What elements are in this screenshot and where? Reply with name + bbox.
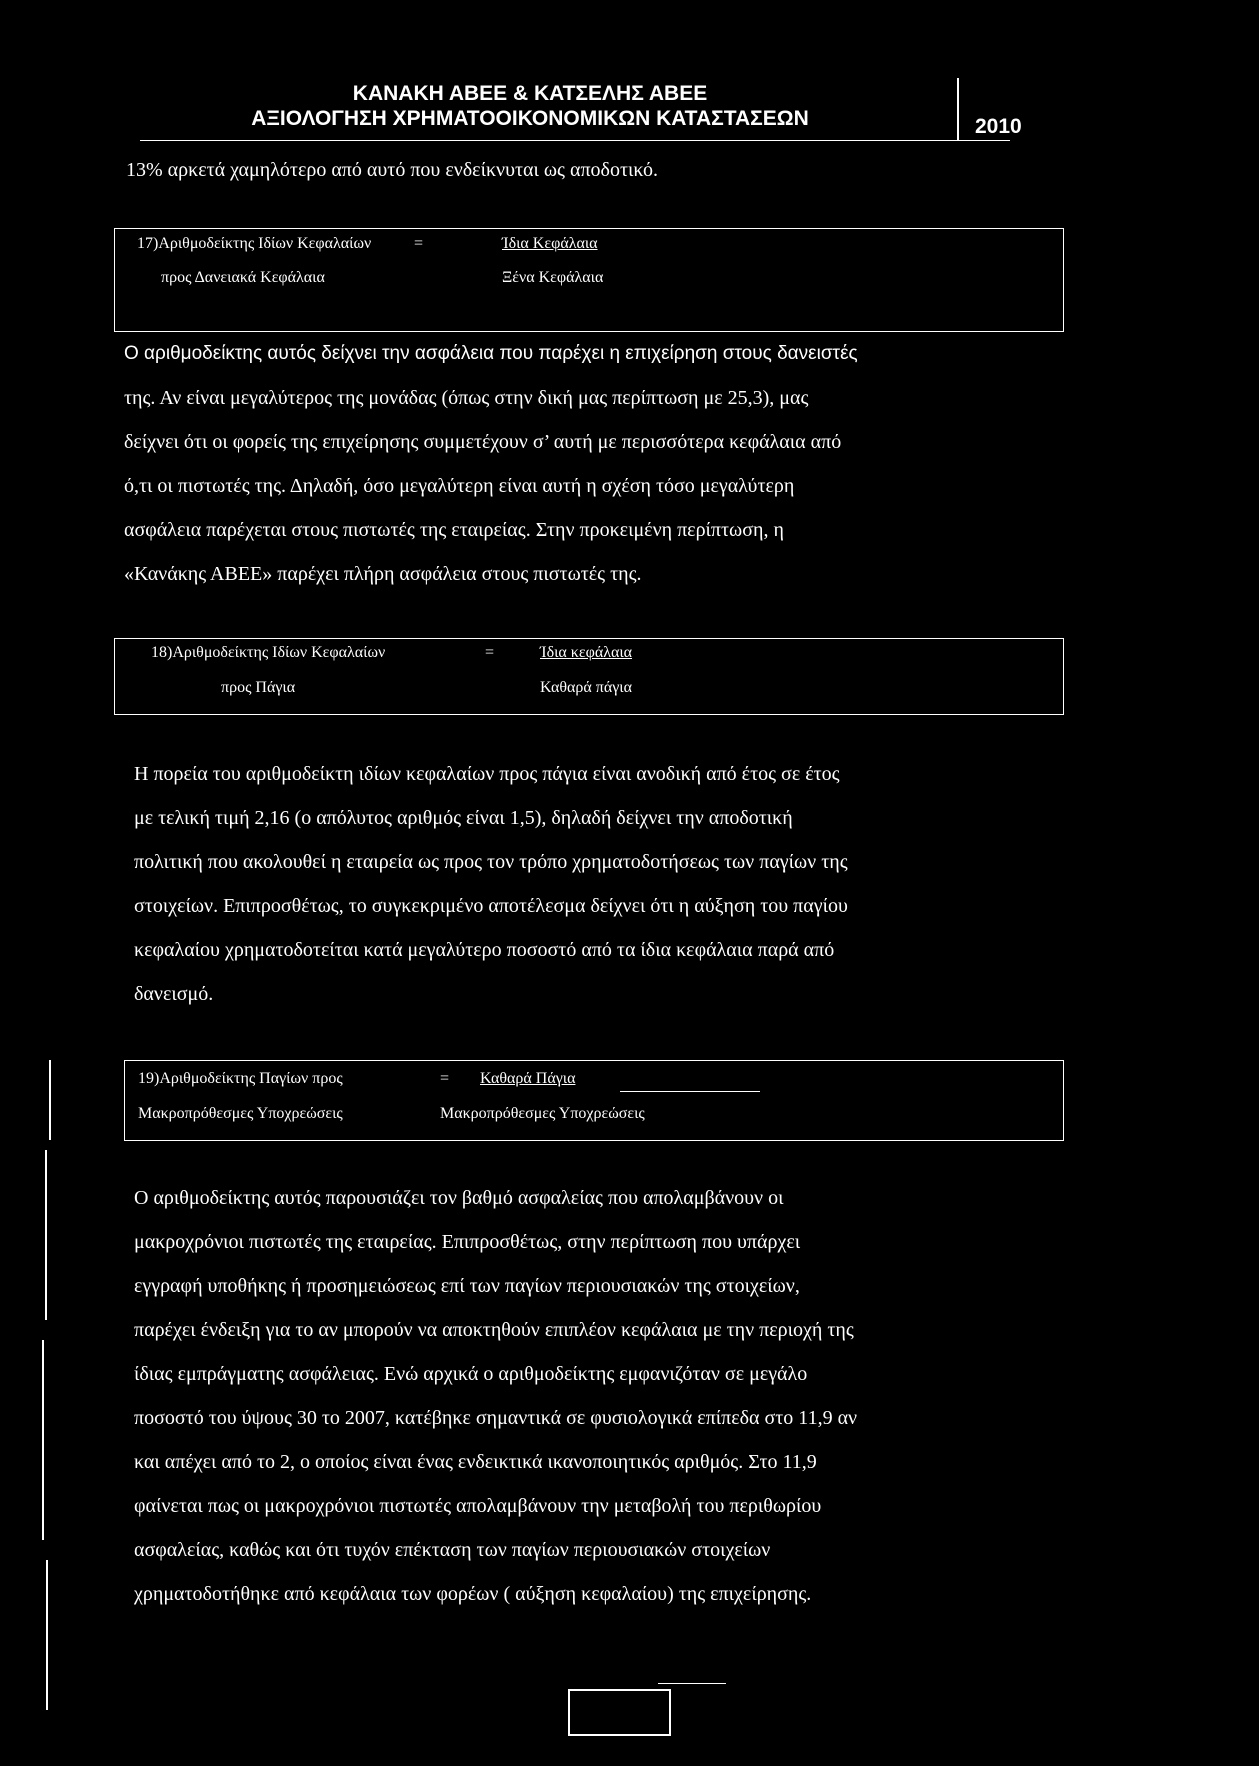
paragraph-line: κεφαλαίου χρηματοδοτείται κατά μεγαλύτερο ποσοστό από τα ίδια κεφάλαια παρά από: [134, 939, 835, 961]
ratio-17-equals: =: [414, 235, 424, 252]
paragraph-line: ασφάλεια παρέχεται στους πιστωτές της εταιρείας. Στην προκειμένη περίπτωση, η: [124, 519, 784, 541]
paragraph-line: εγγραφή υποθήκης ή προσημειώσεως επί των παγίων περιουσιακών της στοιχείων,: [134, 1275, 800, 1297]
ratio-18-name-line1: 18)Αριθμοδείκτης Ιδίων Κεφαλαίων: [151, 644, 386, 661]
page-number-box: [568, 1689, 671, 1736]
ratio-17-numerator: Ίδια Κεφάλαια: [502, 235, 598, 252]
scan-edge-mark: [42, 1340, 44, 1540]
ratio-19-equals: =: [440, 1070, 450, 1087]
ratio-19-name-line1: 19)Αριθμοδείκτης Παγίων προς: [138, 1070, 343, 1087]
ratio-17-name-line2: προς Δανειακά Κεφάλαια: [161, 269, 325, 286]
paragraph-line: «Κανάκης ΑΒΕΕ» παρέχει πλήρη ασφάλεια στους πιστωτές της.: [124, 563, 642, 585]
header-rule: [140, 140, 1010, 141]
ratio-17-formula-box: [114, 228, 1064, 332]
paragraph-line: πολιτική που ακολουθεί η εταιρεία ως προς τον τρόπο χρηματοδοτήσεως των παγίων της: [134, 851, 848, 873]
paragraph-line: παρέχει ένδειξη για το αν μπορούν να αποκτηθούν επιπλέον κεφάλαια με την περιοχή της: [134, 1319, 854, 1341]
paragraph-line: με τελική τιμή 2,16 (ο απόλυτος αριθμός είναι 1,5), δηλαδή δείχνει την αποδοτική: [134, 807, 793, 829]
paragraph-line: χρηματοδοτήθηκε από κεφάλαια των φορέων ( αύξηση κεφαλαίου) της επιχείρησης.: [134, 1583, 812, 1605]
paragraph-line: φαίνεται πως οι μακροχρόνιοι πιστωτές απολαμβάνουν την μεταβολή του περιθωρίου: [134, 1495, 822, 1517]
ratio-19-numerator: Καθαρά Πάγια: [480, 1070, 576, 1087]
scan-edge-mark: [45, 1150, 47, 1320]
paragraph-line: Ο αριθμοδείκτης αυτός παρουσιάζει τον βαθμό ασφαλείας που απολαμβάνουν οι: [134, 1187, 784, 1209]
scan-edge-mark: [49, 1060, 51, 1140]
intro-text: 13% αρκετά χαμηλότερο από αυτό που ενδείκνυται ως αποδοτικό.: [126, 159, 659, 181]
ratio-19-explanation: [134, 1176, 857, 1616]
ratio-19-name-line2: Μακροπρόθεσμες Υποχρεώσεις: [138, 1105, 343, 1122]
ratio-17-denominator: Ξένα Κεφάλαια: [502, 269, 604, 286]
paragraph-line: Η πορεία του αριθμοδείκτη ιδίων κεφαλαίων προς πάγια είναι ανοδική από έτος σε έτος: [134, 763, 840, 785]
report-title: ΑΞΙΟΛΟΓΗΣΗ ΧΡΗΜΑΤΟΟΙΚΟΝΟΜΙΚΩΝ ΚΑΤΑΣΤΑΣΕΩΝ: [251, 107, 809, 130]
header-separator: [957, 78, 959, 140]
scan-edge-mark: [46, 1560, 48, 1710]
page-box-mark: [658, 1683, 726, 1684]
ratio-18-equals: =: [485, 644, 495, 661]
paragraph-line: μακροχρόνιοι πιστωτές της εταιρείας. Επιπροσθέτως, στην περίπτωση που υπάρχει: [134, 1231, 801, 1253]
report-year: 2010: [975, 115, 1022, 138]
paragraph-line: στοιχείων. Επιπροσθέτως, το συγκεκριμένο αποτέλεσμα δείχνει ότι η αύξηση του παγίου: [134, 895, 848, 917]
paragraph-line: και απέχει από το 2, ο οποίος είναι ένας ενδεικτικά ικανοποιητικός αριθμός. Στο 11,9: [134, 1451, 817, 1473]
paragraph-line: ποσοστό του ύψους 30 το 2007, κατέβηκε σημαντικά σε φυσιολογικά επίπεδα στο 11,9 αν: [134, 1407, 858, 1429]
ratio-18-formula-box: [114, 638, 1064, 715]
ratio-17-name-line1: 17)Αριθμοδείκτης Ιδίων Κεφαλαίων: [137, 235, 372, 252]
ratio-18-explanation: [134, 752, 848, 1016]
ratio-19-fraction-line: [620, 1091, 760, 1092]
ratio-19-denominator: Μακροπρόθεσμες Υποχρεώσεις: [440, 1105, 645, 1122]
paragraph-line: ασφαλείας, καθώς και ότι τυχόν επέκταση των παγίων περιουσιακών στοιχείων: [134, 1539, 771, 1561]
ratio-19-formula-box: [124, 1060, 1064, 1141]
company-name: ΚΑΝΑΚΗ ΑΒΕΕ & ΚΑΤΣΕΛΗΣ ΑΒΕΕ: [352, 82, 708, 105]
ratio-18-denominator: Καθαρά πάγια: [540, 679, 632, 696]
paragraph-line: της. Αν είναι μεγαλύτερος της μονάδας (όπως στην δική μας περίπτωση με 25,3), μας: [124, 387, 809, 409]
ratio-18-name-line2: προς Πάγια: [221, 679, 296, 696]
ratio-17-explanation: [124, 332, 858, 596]
paragraph-line: Ο αριθμοδείκτης αυτός δείχνει την ασφάλεια που παρέχει η επιχείρηση στους δανειστές: [124, 343, 858, 364]
paragraph-line: ό,τι οι πιστωτές της. Δηλαδή, όσο μεγαλύτερη είναι αυτή η σχέση τόσο μεγαλύτερη: [124, 475, 795, 497]
paragraph-line: δείχνει ότι οι φορείς της επιχείρησης συμμετέχουν σ’ αυτή με περισσότερα κεφάλαια από: [124, 431, 842, 453]
paragraph-line: ίδιας εμπράγματης ασφάλειας. Ενώ αρχικά ο αριθμοδείκτης εμφανιζόταν σε μεγάλο: [134, 1363, 808, 1385]
paragraph-line: δανεισμό.: [134, 983, 214, 1005]
ratio-18-numerator: Ίδια κεφάλαια: [540, 644, 633, 661]
